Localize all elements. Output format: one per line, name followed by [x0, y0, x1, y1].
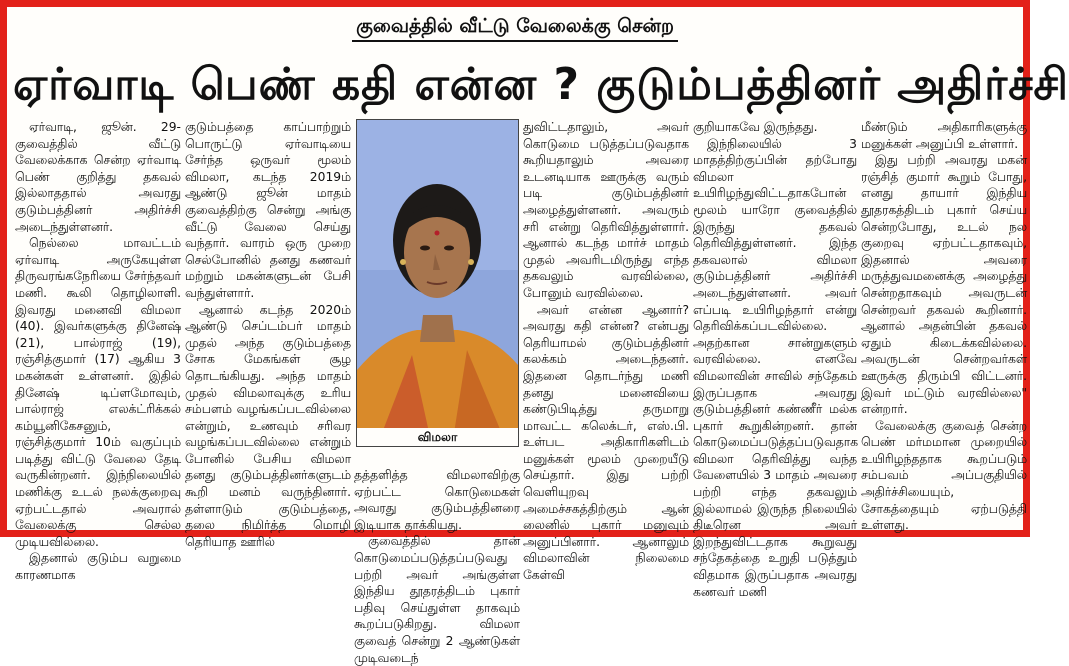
paragraph: குடும்பத்தை காப்பாற்றும் பொருட்டு ஏர்வாடியை சேர்ந்த ஒருவர் மூலம் விமலா, கடந்த 2019ம் ஆண்டு ஜூன் மாதம் குவைத்திற்கு சென்று அங்கு வீட்டு வேலை செய்து வந்தார். வாரம் ஒரு முறை செல்போனில் தனது கணவர் மற்றும் மகன்களுடன் பேசி வந்துள்ளார்.	[185, 120, 351, 300]
paragraph: ஆனால் கடந்த 2020ம் ஆண்டு செப்டம்பர் மாதம் முதல் அந்த குடும்பத்தை சோக மேகங்கள் சூழ தொடங்கியது. அந்த மாதம் முதல் விமலாவுக்கு உரிய சம்பளம் வழங்கப்படவில்லை என்றும், உணவும் சரிவர வழங்கப்படவில்லை என்றும் போனில் பேசிய விமலா தனது குடும்பத்தினர்களுடம் கூறி மனம் வருந்தினார். தள்ளாடும் குடும்பத்தை, தலை நிமிர்த்த மொழி தெரியாத ஊரில்	[185, 302, 351, 549]
kicker-line: குவைத்தில் வீட்டு வேலைக்கு சென்ற	[352, 13, 678, 42]
portrait-photo	[356, 119, 519, 447]
column-5	[693, 119, 859, 599]
column-3	[354, 467, 520, 665]
paragraph: மீண்டும் அதிகாரிகளுக்கு மனுக்கள் அனுப்பி உள்ளார்.	[861, 120, 1027, 151]
woman-portrait-image	[357, 120, 518, 446]
column-4	[523, 119, 689, 583]
paragraph: வேலைக்கு குவைத் சென்ற பெண் மர்மமான முறையில் உயிரிழந்ததாக கூறப்படும் சம்பவம் அப்பகுதியில் அதிர்ச்சியையும், சோகத்தையும் ஏற்படுத்தி உள்ளது.	[861, 418, 1027, 533]
paragraph: அவர் என்ன ஆனார்? அவரது கதி என்ன? என்பது தெரியாமல் குடும்பத்தினர் கலக்கம் அடைந்தனர். இதனை தொடர்ந்து மணி தனது மனைவியை கண்டுபிடித்து தருமாறு மாவட்ட கலெக்டர், எஸ்.பி. உள்பட அதிகாரிகளிடம் மனுக்கள் மூலம் முறையீடு செய்தார். இது பற்றி வெளியுறவு அமைச்சகத்திற்கும் ஆன் லைனில் புகார் மனுவும் அனுப்பினார். ஆனாலும் விமலாவின் நிலைமை கேள்வி	[523, 302, 689, 583]
paragraph: குவைத்தில் தான் கொடுமைப்படுத்தப்படுவது பற்றி அவர் அங்குள்ள இந்திய தூதரத்திடம் புகார் பதிவு செய்துள்ள தாகவும் கூறப்படுகிறது. விமலா குவைத் சென்று 2 ஆண்டுகள் முடிவடைந்	[354, 534, 520, 665]
headline: ஏர்வாடி பெண் கதி என்ன ? குடும்பத்தினர் அதிர்ச்சி	[13, 59, 1069, 110]
paragraph: தத்தளித்த விமலாவிற்கு ஏற்பட்ட கொடுமைகள் அவரது குடும்பத்தினரை இடியாக தாக்கியது.	[354, 468, 520, 532]
paragraph: நெல்லை மாவட்டம் ஏர்வாடி அருகேயுள்ள திருவரங்கநேரியை சேர்ந்தவர் மணி. கூலி தொழிலாளி. இவரது மனைவி விமலா (40). இவர்களுக்கு தினேஷ் (21), பால்ராஜ் (19), ரஞ்சித்குமார் (17) ஆகிய 3 மகன்கள் உள்ளனர். இதில் தினேஷ் டிப்ளமோவும், பால்ராஜ் எலக்ட்ரிக்கல் கம்யூனிகேசனும், ரஞ்சித்குமார் 10ம் வகுப்பும் படித்து விட்டு வேலை தேடி வருகின்றனர். இந்நிலையில் மணிக்கு உடல் நலக்குறைவு ஏற்பட்டதால் அவரால் வேலைக்கு செல்ல முடியவில்லை.	[15, 236, 181, 549]
column-1	[15, 119, 181, 583]
paragraph: இதனால் குடும்ப வறுமை காரணமாக	[15, 551, 181, 583]
column-2	[185, 119, 351, 549]
paragraph: இந்நிலையில் 3 மாதத்திற்குப்பின் தற்போது விமலா உயிரிழந்துவிட்டதாகபோன் மூலம் யாரோ குவைத்தில் இருந்து தகவல் தெரிவித்துள்ளனர். இந்த தகவலால் விமலா குடும்பத்தினர் அதிர்ச்சி அடைந்துள்ளனர். அவர் எப்படி உயிரிழந்தார் என்று தெரிவிக்கப்படவில்லை. அதற்கான சான்றுகளும் வரவில்லை. எனவே விமலாவின் சாவில் சந்தேகம் இருப்பதாக அவரது குடும்பத்தினர் கண்ணீர் மல்க புகார் கூறுகின்றனர். தான் கொடுமைப்படுத்தப்படுவதாக விமலா தெரிவித்து வந்த வேளையில் 3 மாதம் அவரை பற்றி எந்த தகவலும் இல்லாமல் இருந்த நிலையில் திடீரென அவர் இறந்துவிட்டதாக கூறுவது சந்தேகத்தை உறுதி படுத்தும் விதமாக இருப்பதாக அவரது கணவர் மணி	[693, 136, 859, 599]
kicker-container	[7, 13, 1023, 42]
paragraph: குறியாகவே இருந்தது.	[693, 120, 818, 134]
paragraph: ஏர்வாடி, ஜூன். 29- குவைத்தில் வீட்டு வேலைக்காக சென்ற ஏர்வாடி பெண் குறித்து தகவல் இல்லாததால் அவரது குடும்பத்தினர் அதிர்ச்சி அடைந்துள்ளனர்.	[15, 120, 181, 234]
paragraph: துவிட்டதாலும், அவர் கொடுமை படுத்தப்படுவதாக கூறியதாலும் அவரை உடனடியாக ஊருக்கு வரும் படி குடும்பத்தினர் அழைத்துள்ளனர். அவரும் சரி என்று தெரிவித்துள்ளார். ஆனால் கடந்த மார்ச் மாதம் முதல் அவரிடமிருந்து எந்த தகவலும் வரவில்லை, போனும் வரவில்லை.	[523, 120, 689, 300]
photo-caption: விமலா	[357, 428, 518, 446]
column-6	[861, 119, 1027, 539]
paragraph: இது பற்றி அவரது மகன் ரஞ்சித் குமார் கூறும் போது, எனது தாயார் இந்திய தூதரகத்திடம் புகார் செய்ய சென்றபோது, உடல் நல குறைவு ஏற்பட்டதாகவும், இதனால் அவரை மருத்துவமனைக்கு அழைத்து சென்றதாகவும் அவருடன் சென்றவர் தகவல் கூறினார். ஆனால் அதன்பின் தகவல் ஏதும் கிடைக்கவில்லை. அவருடன் சென்றவர்கள் ஊருக்கு திரும்பி விட்டனர். இவர் மட்டும் வரவில்லை" என்றார்.	[861, 153, 1027, 417]
